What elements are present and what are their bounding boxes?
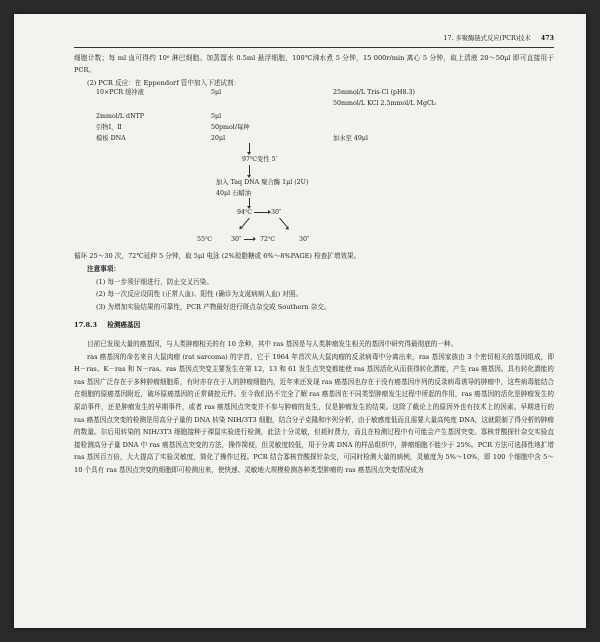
note-item: (2) 每一次反应设阴性 (正常人血)、阳性 (确诊为支涎病病人血) 对照。 (96, 290, 303, 299)
flow-arrow (249, 143, 250, 152)
flow-arrow (249, 165, 250, 175)
reagent-amount: 20μl (211, 135, 226, 143)
reagent-table (96, 89, 554, 143)
note-item: (1) 每一步须仔细进行，防止交叉污染。 (96, 277, 213, 286)
reagent-name: 引物Ⅰ，Ⅱ (96, 124, 122, 132)
reagent-name: 模板 DNA (96, 135, 126, 143)
time-30a: 30″ (271, 209, 282, 217)
document-page (14, 14, 586, 628)
pcr-flow-diagram (74, 140, 554, 250)
oil-step: 40μl 石蜡油 (216, 190, 252, 198)
section-heading (74, 319, 554, 332)
add-taq-step: 加入 Taq DNA 聚合酶 1μl (2U) (216, 179, 309, 187)
reagent-name: 2mmol/L dNTP (96, 113, 145, 121)
time-30b: 30″ (231, 236, 242, 244)
page-content (74, 33, 554, 476)
reagent-note: 50mmol/L KCl 2.5mmol/L MgCl₂ (333, 100, 437, 108)
reagent-note: 加水至 49μl (333, 135, 369, 143)
flow-arrow (279, 218, 287, 228)
running-header (74, 33, 554, 48)
flow-arrow (249, 198, 250, 206)
section-number: 17.8.3 (74, 321, 97, 330)
note-item: (3) 为增加实验结果的可靠性，PCR 产物最好进行斑点杂交或 Southern 杂交。 (96, 302, 331, 311)
temp-72: 72℃ (260, 236, 276, 244)
intro-paragraph: 细胞计数；每 ml 血可得约 10⁶ 淋巴细胞。加蒸馏水 0.5ml 悬浮细胞，100℃沸水煮 5 分钟，15 000r/min 离心 5 分钟，取上清液 20～50μl 即可直接用于 PCR。 (74, 53, 554, 75)
flow-arrow-right (254, 212, 268, 213)
temp-94: 94℃ (237, 209, 253, 217)
flow-arrow-right (244, 239, 253, 240)
cycle-text: 循环 25～30 次，72℃延伸 5 分钟，取 5μl 电泳 (2%琼脂糖或 6%～8%PAGE) 检查扩增效果。 (74, 252, 361, 261)
temp-55: 55℃ (197, 236, 213, 244)
body-paragraph: 目前已发现大量的癌基因，与人类肿瘤相关的有 10 余种，其中 ras 基因是与人类肿瘤发生相关的基因中研究得最彻底的一种。 (87, 339, 458, 348)
notes-title: 注意事项： (87, 264, 120, 273)
page-number: 473 (540, 35, 554, 42)
reagent-note: 25mmol/L Tris-Cl (pH8.3) (333, 89, 415, 97)
body-paragraph: ras 癌基因的命名来自大鼠肉瘤 (rat sarcoma) 的字首，它于 1964 年首次从大鼠肉瘤的反录病毒中分离出来，ras 基因家族由 3 个密切相关的基因组成，即 H－ras、K－ras 和 N－ras。ras 基因点突变主要发生在第 12，13 和 61 发生点突变都能使 ras 基因活化从而获得转化潜能，产生 ras 癌基因。具有转化潜能的 ras 基因广泛存在于多种肿瘤细胞系，有时亦存在于人的肿瘤细胞内，近年来还发现 ras 癌基因也存在于没有癌基因序列的反录病毒诱导的肿瘤中，这些病毒能结合在细胞的原癌基因附近，破坏原癌基因的正常调控元件。至今我们仍不完全了解 ras 癌基因在不同类型肿瘤发生过程中所起的作用，ras 癌基因的活化是肿瘤发生的原动事件，还是肿瘤发生的早期事件，或者 ras 癌基因点突变并不参与肿瘤的发生，仅是肿瘤发生的结果。这除了截论上的原因外也有技术上的因素。早期进行的 ras 癌基因点突变的检测是用高分子量的 DNA 转染 NIH/3T3 细胞，结合分子克隆和序列分析，由于敏感度低而且需要大量高纯度 DNA，这就限制了得分析的肿瘤的数量。尔后用转染的 NIH/3T3 细胞接种于裸鼠实验进行检测，此法十分灵敏，但耗时费力，而且在检测过程中有可能会产生基因突变。寡核苷酸探针杂交实验直接检测高分子量 DNA 中 ras 癌基因点突变的方法，操作简便，但灵敏度较低，用于分离 DNA 的样品组织中，肿瘤细胞不能少于 25%。PCR 方法可选择性地扩增 ras 基因百万倍，大大提高了实验灵敏度，简化了操作过程。PCR 结合寡核苷酸探针杂交，可同时检测大量的病例，灵敏度为 5%～10%，即 100 个细胞中含 5～10 个具有 ras 基因点突变的细胞即可检测出来，使快速、灵敏地大规模检测各种类型肿瘤的 ras 癌基因点突变情况成为 (74, 352, 554, 474)
section-title: 检测癌基因 (107, 321, 141, 330)
denature-step: 97℃变性 5′ (242, 156, 278, 164)
reagent-amount: 50pmol/每种 (211, 124, 250, 132)
reagent-amount: 5μl (211, 113, 222, 121)
reagent-name: 10×PCR 缓冲液 (96, 89, 144, 97)
time-30c: 30″ (299, 236, 310, 244)
pcr-step-heading: (2) PCR 反应：在 Eppendorf 管中加入下述试剂： (87, 78, 241, 87)
chapter-title: 17. 多聚酶链式反应(PCR)技术 (443, 35, 531, 42)
reagent-amount: 5μl (211, 89, 222, 97)
